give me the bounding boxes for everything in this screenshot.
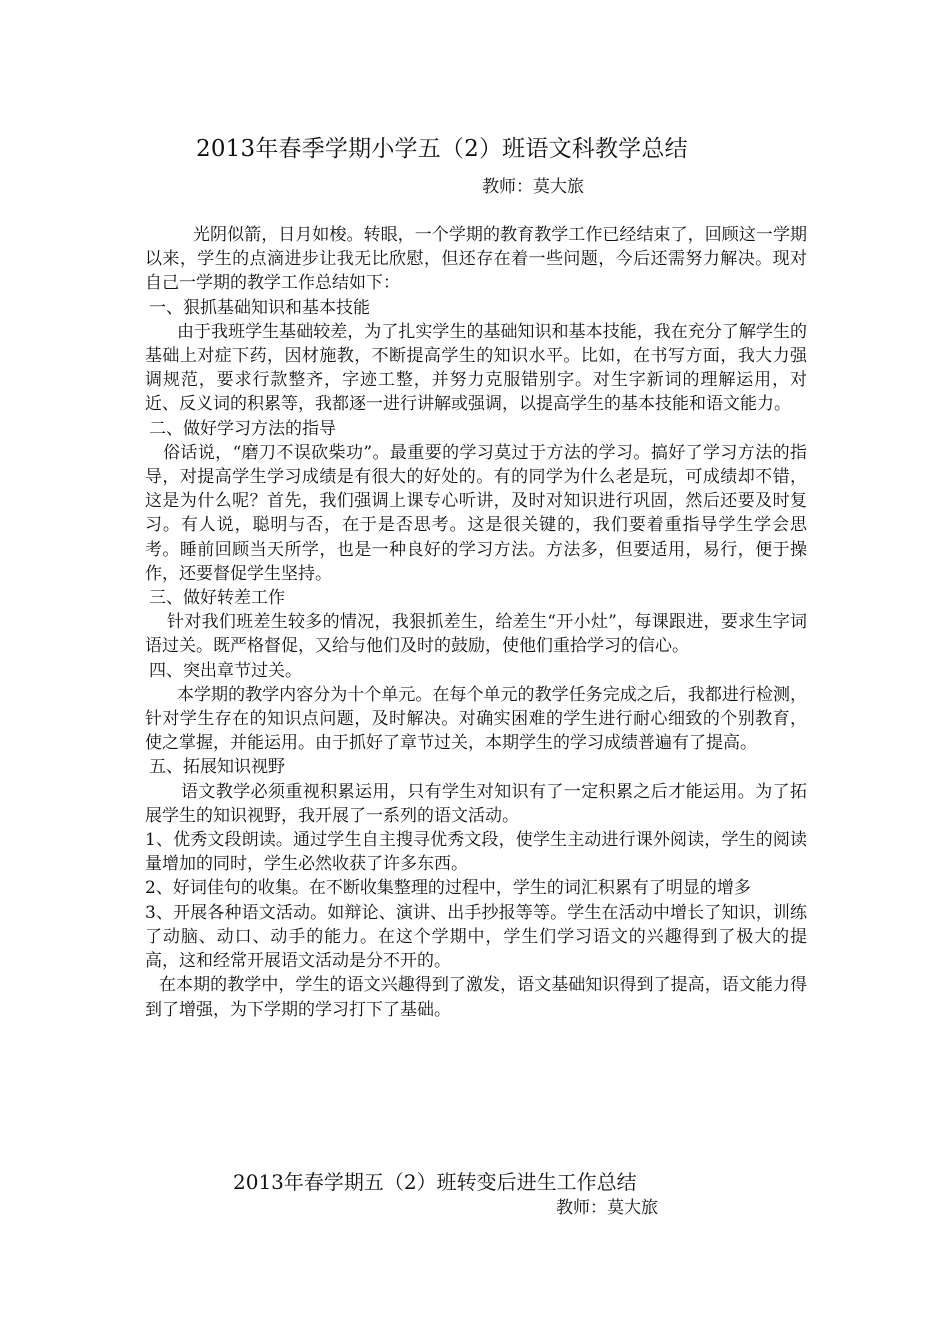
section-text-4: 本学期的教学内容分为十个单元。在每个单元的教学任务完成之后，我都进行检测，针对学生存在的知识点问题，及时解决。对确实困难的学生进行耐心细致的个别教育，使之掌握，并能运用。由于抓好了章节过关，本期学生的学习成绩普遍有了提高。 — [145, 684, 807, 754]
activity-item-1: 1、优秀文段朗读。通过学生自主搜寻优秀文段，使学生主动进行课外阅读，学生的阅读量增加的同时，学生必然收获了许多东西。 — [145, 830, 807, 875]
activity-item-2: 2、好词佳句的收集。在不断收集整理的过程中，学生的词汇积累有了明显的增多 — [145, 878, 751, 899]
teacher-name: 教师：莫大旅 — [482, 177, 584, 197]
section-heading-1: 一、狠抓基础知识和基本技能 — [149, 297, 370, 318]
section-heading-4: 四、突出章节过关。 — [149, 660, 302, 681]
conclusion-paragraph: 在本期的教学中，学生的语文兴趣得到了激发，语文基础知识得到了提高，语文能力得到了增强，为下学期的学习打下了基础。 — [145, 975, 807, 1020]
section-text-2: 俗话说，“磨刀不误砍柴功”。最重要的学习莫过于方法的学习。搞好了学习方法的指导，对提高学生学习成绩是有很大的好处的。有的同学为什么老是玩，可成绩却不错，这是为什么呢？首先，我们强调上课专心听讲，及时对知识进行巩固，然后还要及时复习。有人说，聪明与否，在于是否思考。这是很关键的，我们要着重指导学生学会思考。睡前回顾当天所学，也是一种良好的学习方法。方法多，但要适用，易行，便于操作，还要督促学生坚持。 — [145, 442, 807, 584]
intro-paragraph: 光阴似箭，日月如梭。转眼，一个学期的教育教学工作已经结束了，回顾这一学期以来，学生的点滴进步让我无比欣慰，但还存在着一些问题，今后还需努力解决。现对自己一学期的教学工作总结如下： — [145, 225, 807, 294]
section-text-3: 针对我们班差生较多的情况，我狠抓差生，给差生“开小灶”，每课跟进，要求生字词语过关。既严格督促，又给与他们及时的鼓励，使他们重拾学习的信心。 — [145, 612, 807, 657]
section-text-1: 由于我班学生基础较差，为了扎实学生的基础知识和基本技能，我在充分了解学生的基础上对症下药，因材施教，不断提高学生的知识水平。比如，在书写方面，我大力强调规范，要求行款整齐，字迹工整，并努力克服错别字。对生字新词的理解运用，对近、反义词的积累等，我都逐一进行讲解或强调，以提高学生的基本技能和语文能力。 — [145, 321, 807, 415]
document-body — [145, 223, 807, 1022]
document-title: 2013年春季学期小学五（2）班语文科教学总结 — [196, 136, 688, 162]
next-document-title: 2013年春学期五（2）班转变后进生工作总结 — [233, 1170, 637, 1194]
section-text-5: 语文教学必须重视积累运用，只有学生对知识有了一定积累之后才能运用。为了拓展学生的知识视野，我开展了一系列的语文活动。 — [145, 781, 807, 826]
next-teacher-name: 教师：莫大旅 — [556, 1198, 658, 1218]
section-heading-3: 三、做好转差工作 — [149, 588, 285, 609]
section-heading-2: 二、做好学习方法的指导 — [149, 418, 336, 439]
activity-item-3: 3、开展各种语文活动。如辩论、演讲、出手抄报等等。学生在活动中增长了知识，训练了动脑、动口、动手的能力。在这个学期中，学生们学习语文的兴趣得到了极大的提高，这和经常开展语文活动是分不开的。 — [145, 902, 807, 972]
section-heading-5: 五、拓展知识视野 — [149, 757, 285, 778]
